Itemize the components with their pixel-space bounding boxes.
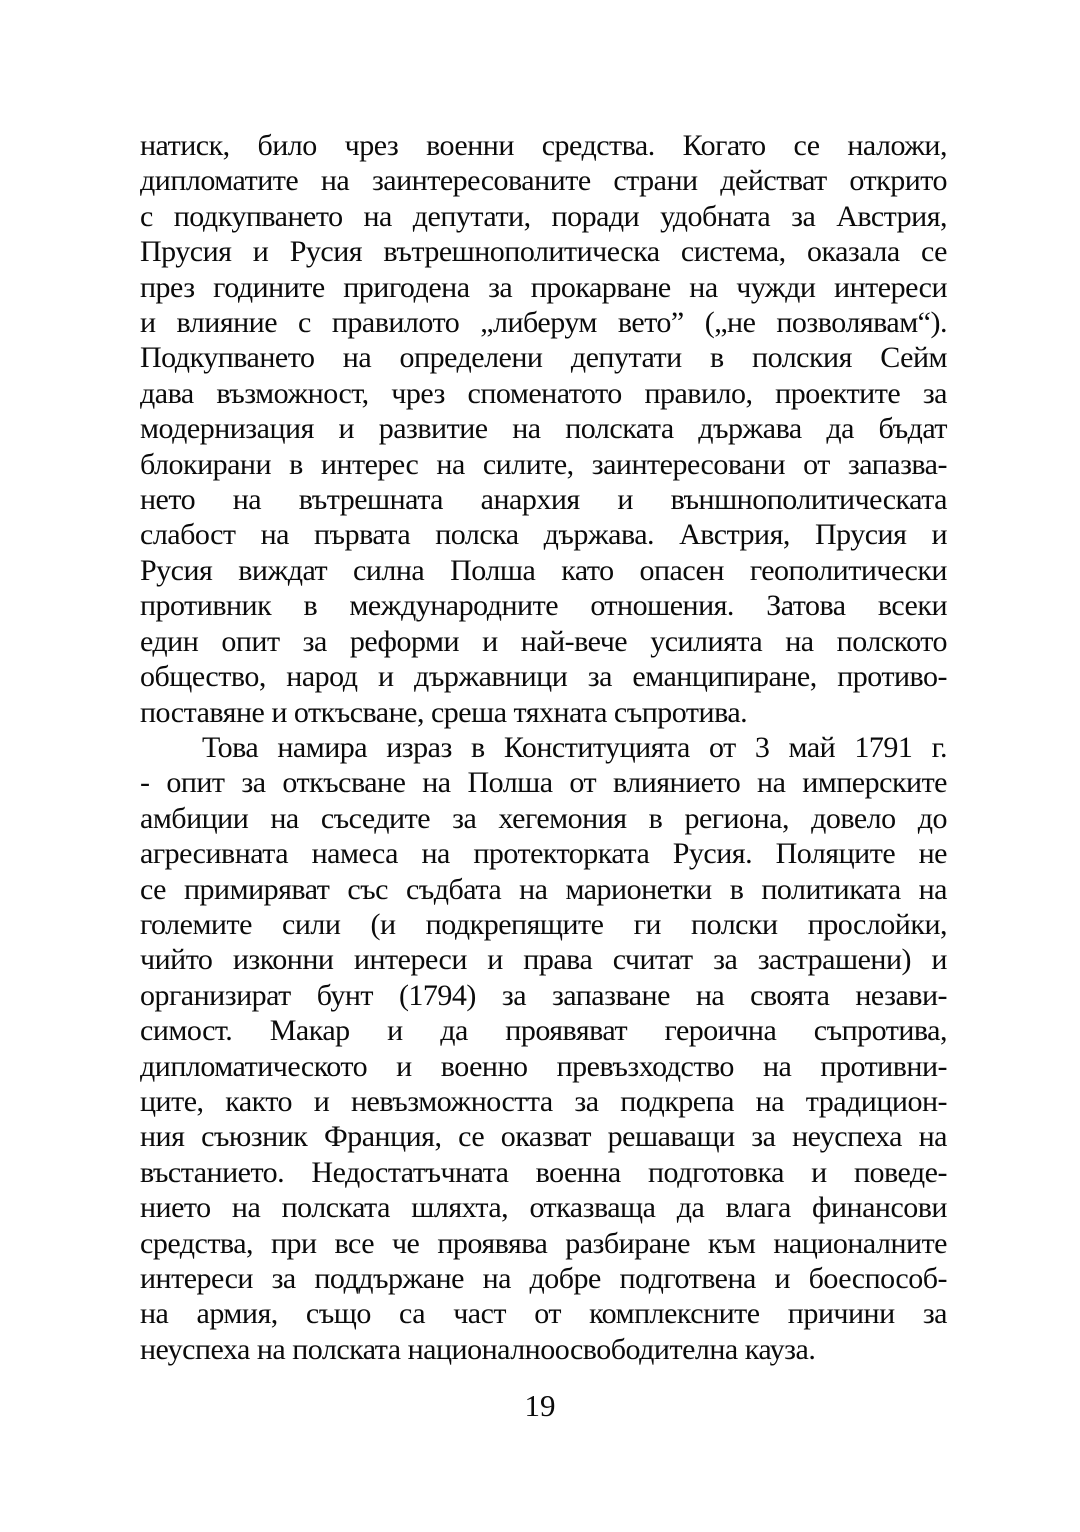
text-line: организират бунт (1794) за запазване на своята незави- bbox=[140, 978, 947, 1012]
paragraph bbox=[140, 730, 947, 1367]
text-line: един опит за реформи и най-вече усилията на полското bbox=[140, 624, 947, 658]
text-line: дава възможност, чрез споменатото правило, проектите за bbox=[140, 376, 947, 410]
text-line: Русия виждат силна Полша като опасен геополитически bbox=[140, 553, 947, 587]
text-line: дипломатите на заинтересованите страни действат открито bbox=[140, 164, 947, 198]
text-line: през годините пригодена за прокарване на чужди интереси bbox=[140, 270, 947, 304]
text-line: нето на вътрешната анархия и външнополитическата bbox=[140, 483, 947, 517]
text-block bbox=[140, 128, 947, 1367]
text-line: - опит за откъсване на Полша от влиянието на имперските bbox=[140, 766, 947, 800]
text-line: симост. Макар и да проявяват героична съпротива, bbox=[140, 1014, 947, 1048]
text-line: с подкупването на депутати, поради удобната за Австрия, bbox=[140, 199, 947, 233]
text-line: въстанието. Недостатъчната военна подготовка и поведе- bbox=[140, 1155, 947, 1189]
text-line: поставяне и откъсване, среша тяхната съпротива. bbox=[140, 695, 748, 729]
text-line: противник в международните отношения. Затова всеки bbox=[140, 589, 947, 623]
text-line: средства, при все че проявява разбиране към националните bbox=[140, 1226, 947, 1260]
text-line: слабост на първата полска държава. Австрия, Прусия и bbox=[140, 518, 947, 552]
text-line: чийто изконни интереси и права считат за застрашени) и bbox=[140, 943, 947, 977]
text-line: ците, както и невъзможността за подкрепа на традицион- bbox=[140, 1084, 947, 1118]
text-line: на армия, също са част от комплексните причини за bbox=[140, 1297, 947, 1331]
paragraph bbox=[140, 128, 947, 730]
text-line: общество, народ и държавници за еманципиране, противо- bbox=[140, 660, 947, 694]
text-line: нието на полската шляхта, отказваща да влага финансови bbox=[140, 1191, 947, 1225]
text-line: натиск, било чрез военни средства. Когато се наложи, bbox=[140, 129, 947, 162]
text-line: Прусия и Русия вътрешнополитическа система, оказала се bbox=[140, 235, 947, 269]
text-line: модернизация и развитие на полската държава да бъдат bbox=[140, 412, 947, 446]
text-line: неуспеха на полската националноосвободителна кауза. bbox=[140, 1332, 816, 1366]
text-line: амбиции на съседите за хегемония в региона, довело до bbox=[140, 801, 947, 835]
text-line: блокирани в интерес на силите, заинтересовани от запазва- bbox=[140, 447, 947, 481]
text-line: големите сили (и подкрепящите ги полски прослойки, bbox=[140, 907, 947, 941]
text-line: ния съюзник Франция, се оказват решаващи за неуспеха на bbox=[140, 1120, 947, 1154]
text-line: интереси за поддържане на добре подготвена и боеспособ- bbox=[140, 1262, 947, 1295]
page-number: 19 bbox=[524, 1388, 556, 1423]
text-line: и влияние с правилото „либерум вето” („не позволявам“). bbox=[140, 306, 947, 340]
text-line: Подкупването на определени депутати в полския Сейм bbox=[140, 341, 947, 375]
text-line: дипломатическото и военно превъзходство на противни- bbox=[140, 1049, 947, 1083]
text-line: Това намира израз в Конституцията от 3 май 1791 г. bbox=[202, 730, 947, 764]
text-line: агресивната намеса на протекторката Русия. Поляците не bbox=[140, 837, 947, 871]
text-line: се примиряват със съдбата на марионетки в политиката на bbox=[140, 872, 947, 906]
